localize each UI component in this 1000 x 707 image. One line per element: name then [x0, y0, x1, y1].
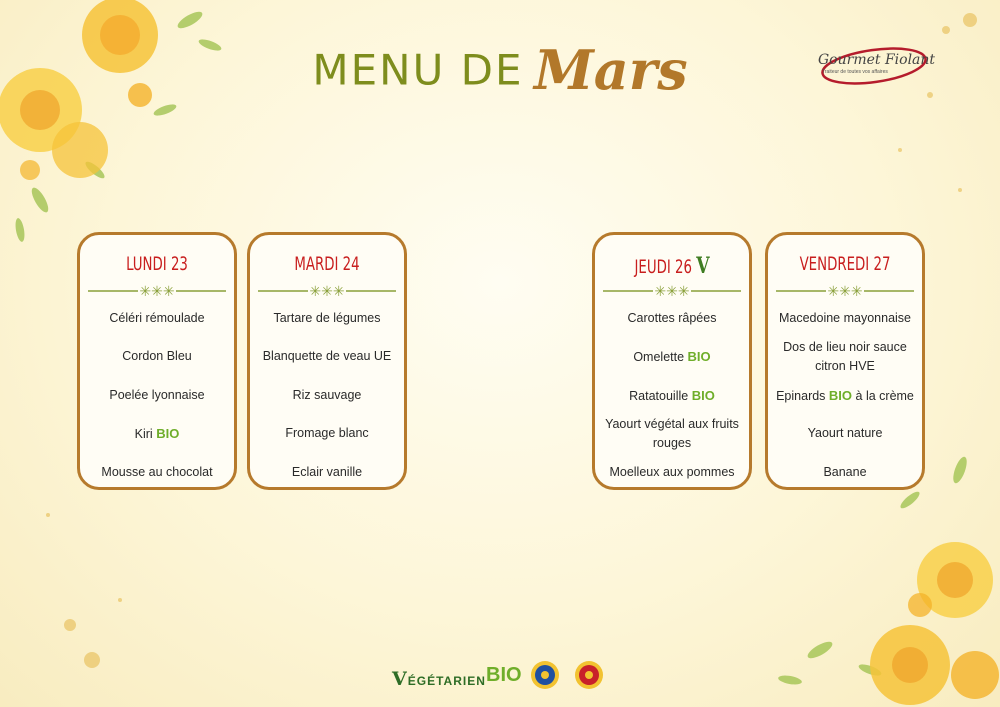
day-title: MARDI 24 — [294, 253, 360, 275]
day-card-vendredi — [765, 232, 925, 490]
day-title: LUNDI 23 — [126, 253, 188, 275]
snowflake-divider-icon — [88, 283, 226, 299]
logo-name: Gourmet Fiolant — [818, 52, 936, 68]
menu-item: Epinards BIO à la crème — [776, 388, 914, 403]
day-card-jeudi — [592, 232, 752, 490]
menu-item: Blanquette de veau UE — [262, 349, 392, 363]
menu-item: Moelleux aux pommes — [609, 465, 735, 479]
aop-seal-icon — [574, 660, 604, 690]
svg-text:✳✳✳: ✳✳✳ — [309, 283, 345, 299]
menu-item: Yaourt nature — [807, 426, 883, 440]
bio-label: BIO — [691, 388, 715, 403]
bio-label: BIO — [687, 349, 711, 364]
menu-item: Carottes râpées — [627, 311, 717, 325]
snowflake-divider-icon — [258, 283, 396, 299]
snowflake-divider-icon — [776, 283, 914, 299]
snowflake-divider-icon — [603, 283, 741, 299]
menu-item: Riz sauvage — [292, 388, 362, 402]
title-month: Mars — [534, 38, 688, 102]
svg-text:✳✳✳: ✳✳✳ — [139, 283, 175, 299]
bio-label: BIO — [156, 426, 180, 441]
bio-legend-label: BIO — [486, 664, 522, 686]
vegetarian-v-icon: V — [696, 253, 710, 279]
label-rouge-seal-icon — [530, 660, 560, 690]
menu-item: Ratatouille BIO — [629, 388, 715, 403]
menu-item: Fromage blanc — [285, 426, 369, 440]
menu-item: Banane — [823, 465, 867, 479]
title-prefix: MENU DE — [312, 45, 524, 95]
svg-text:✳✳✳: ✳✳✳ — [654, 283, 690, 299]
menu-item: Dos de lieu noir sauce citron HVE — [783, 340, 907, 373]
svg-text:✳✳✳: ✳✳✳ — [827, 283, 863, 299]
menu-item: Céléri rémoulade — [109, 311, 205, 325]
menu-item: Eclair vanille — [291, 465, 363, 479]
menu-item: Kiri BIO — [134, 426, 180, 441]
day-title: VENDREDI 27 — [799, 253, 891, 275]
menu-item: Cordon Bleu — [122, 349, 192, 363]
menu-item: Yaourt végétal aux fruits rouges — [605, 417, 739, 450]
menu-item: Mousse au chocolat — [101, 465, 213, 479]
bio-label: BIO — [828, 388, 853, 403]
day-title: JEUDI 26 V — [634, 253, 710, 279]
menu-item: Macedoine mayonnaise — [778, 311, 912, 325]
menu-item: Omelette BIO — [633, 349, 711, 364]
brand-logo — [812, 44, 936, 94]
vegetarien-label: VÉGÉTARIEN — [392, 668, 486, 690]
day-card-mardi — [247, 232, 407, 490]
menu-item: Tartare de légumes — [273, 311, 381, 325]
logo-tagline: Traiteur de toutes vos affaires — [822, 69, 888, 75]
menu-item: Poelée lyonnaise — [109, 388, 205, 402]
day-card-lundi — [77, 232, 237, 490]
